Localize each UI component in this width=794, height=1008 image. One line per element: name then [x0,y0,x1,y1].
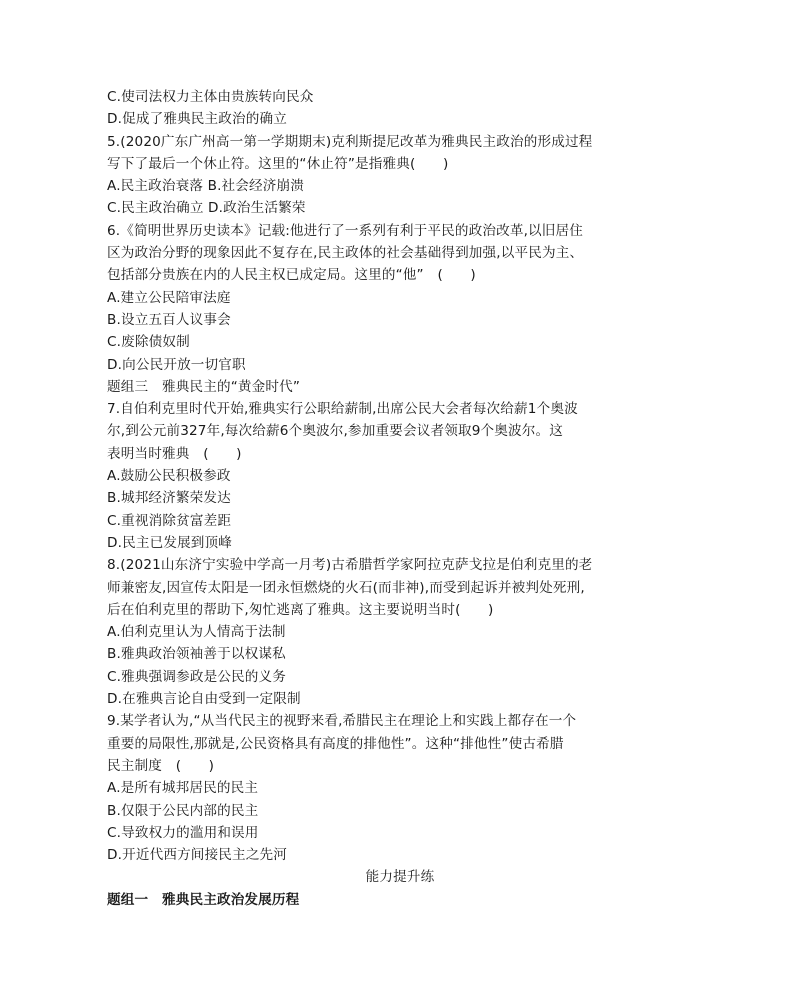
question-8-option-c: C.雅典强调参政是公民的义务 [107,668,287,685]
question-7-option-b: B.城邦经济繁荣发达 [107,490,231,507]
question-8-option-a: A.伯利克里认为人情高于法制 [107,624,286,641]
question-8-option-b: B.雅典政治领袖善于以权谋私 [107,646,286,663]
option-d-q4: D.促成了雅典民主政治的确立 [107,111,288,128]
question-7-line-2: 尔,到公元前327年,每次给薪6个奥波尔,参加重要会议者领取9个奥波尔。这 [107,423,563,440]
question-9-option-b: B.仅限于公民内部的民主 [107,802,259,819]
question-8-line-3: 后在伯利克里的帮助下,匆忙逃离了雅典。这主要说明当时( ) [107,601,494,618]
option-c-q4: C.使司法权力主体由贵族转向民众 [107,89,314,105]
question-9-line-3: 民主制度 ( ) [107,757,215,774]
question-8-option-d: D.在雅典言论自由受到一定限制 [107,691,301,708]
question-6-option-d: D.向公民开放一切官职 [107,356,246,373]
question-5-line-1: 5.(2020广东广州高一第一学期期末)克利斯提尼改革为雅典民主政治的形成过程 [107,133,593,150]
question-6-line-3: 包括部分贵族在内的人民主权已成定局。这里的“他” ( ) [107,267,476,284]
document-body [107,86,693,911]
question-9-line-1: 9.某学者认为,“从当代民主的视野来看,希腊民主在理论上和实践上都存在一个 [107,713,577,730]
question-9-option-a: A.是所有城邦居民的民主 [107,780,259,797]
group-1-heading: 题组一 雅典民主政治发展历程 [107,891,300,908]
question-7-line-3: 表明当时雅典 ( ) [107,445,242,462]
section-title: 能力提升练 [365,869,435,886]
question-9-line-2: 重要的局限性,那就是,公民资格具有高度的排他性”。这种“排他性”使古希腊 [107,735,564,752]
question-9-option-d: D.开近代西方间接民主之先河 [107,847,288,864]
question-5-options-cd: C.民主政治确立 D.政治生活繁荣 [107,200,306,217]
question-5-options-ab: A.民主政治衰落 B.社会经济崩溃 [107,178,305,195]
question-6-line-2: 区为政治分野的现象因此不复存在,民主政体的社会基础得到加强,以平民为主、 [107,245,584,262]
question-6-option-c: C.废除债奴制 [107,334,190,351]
question-7-option-a: A.鼓励公民积极参政 [107,468,231,485]
group-3-heading: 题组三 雅典民主的“黄金时代” [107,378,301,395]
question-6-option-b: B.设立五百人议事会 [107,311,231,328]
question-7-option-d: D.民主已发展到顶峰 [107,534,233,551]
question-7-line-1: 7.自伯利克里时代开始,雅典实行公职给薪制,出席公民大会者每次给薪1个奥波 [107,401,578,418]
question-8-line-2: 师兼密友,因宣传太阳是一团永恒燃烧的火石(而非神),而受到起诉并被判处死刑, [107,579,585,596]
question-7-option-c: C.重视消除贫富差距 [107,512,232,529]
question-6-option-a: A.建立公民陪审法庭 [107,289,231,306]
question-6-line-1: 6.《简明世界历史读本》记载:他进行了一系列有利于平民的政治改革,以旧居住 [107,222,584,239]
question-8-line-1: 8.(2021山东济宁实验中学高一月考)古希腊哲学家阿拉克萨戈拉是伯利克里的老 [107,557,593,574]
question-5-line-2: 写下了最后一个休止符。这里的“休止符”是指雅典( ) [107,155,449,172]
question-9-option-c: C.导致权力的滥用和误用 [107,824,259,841]
